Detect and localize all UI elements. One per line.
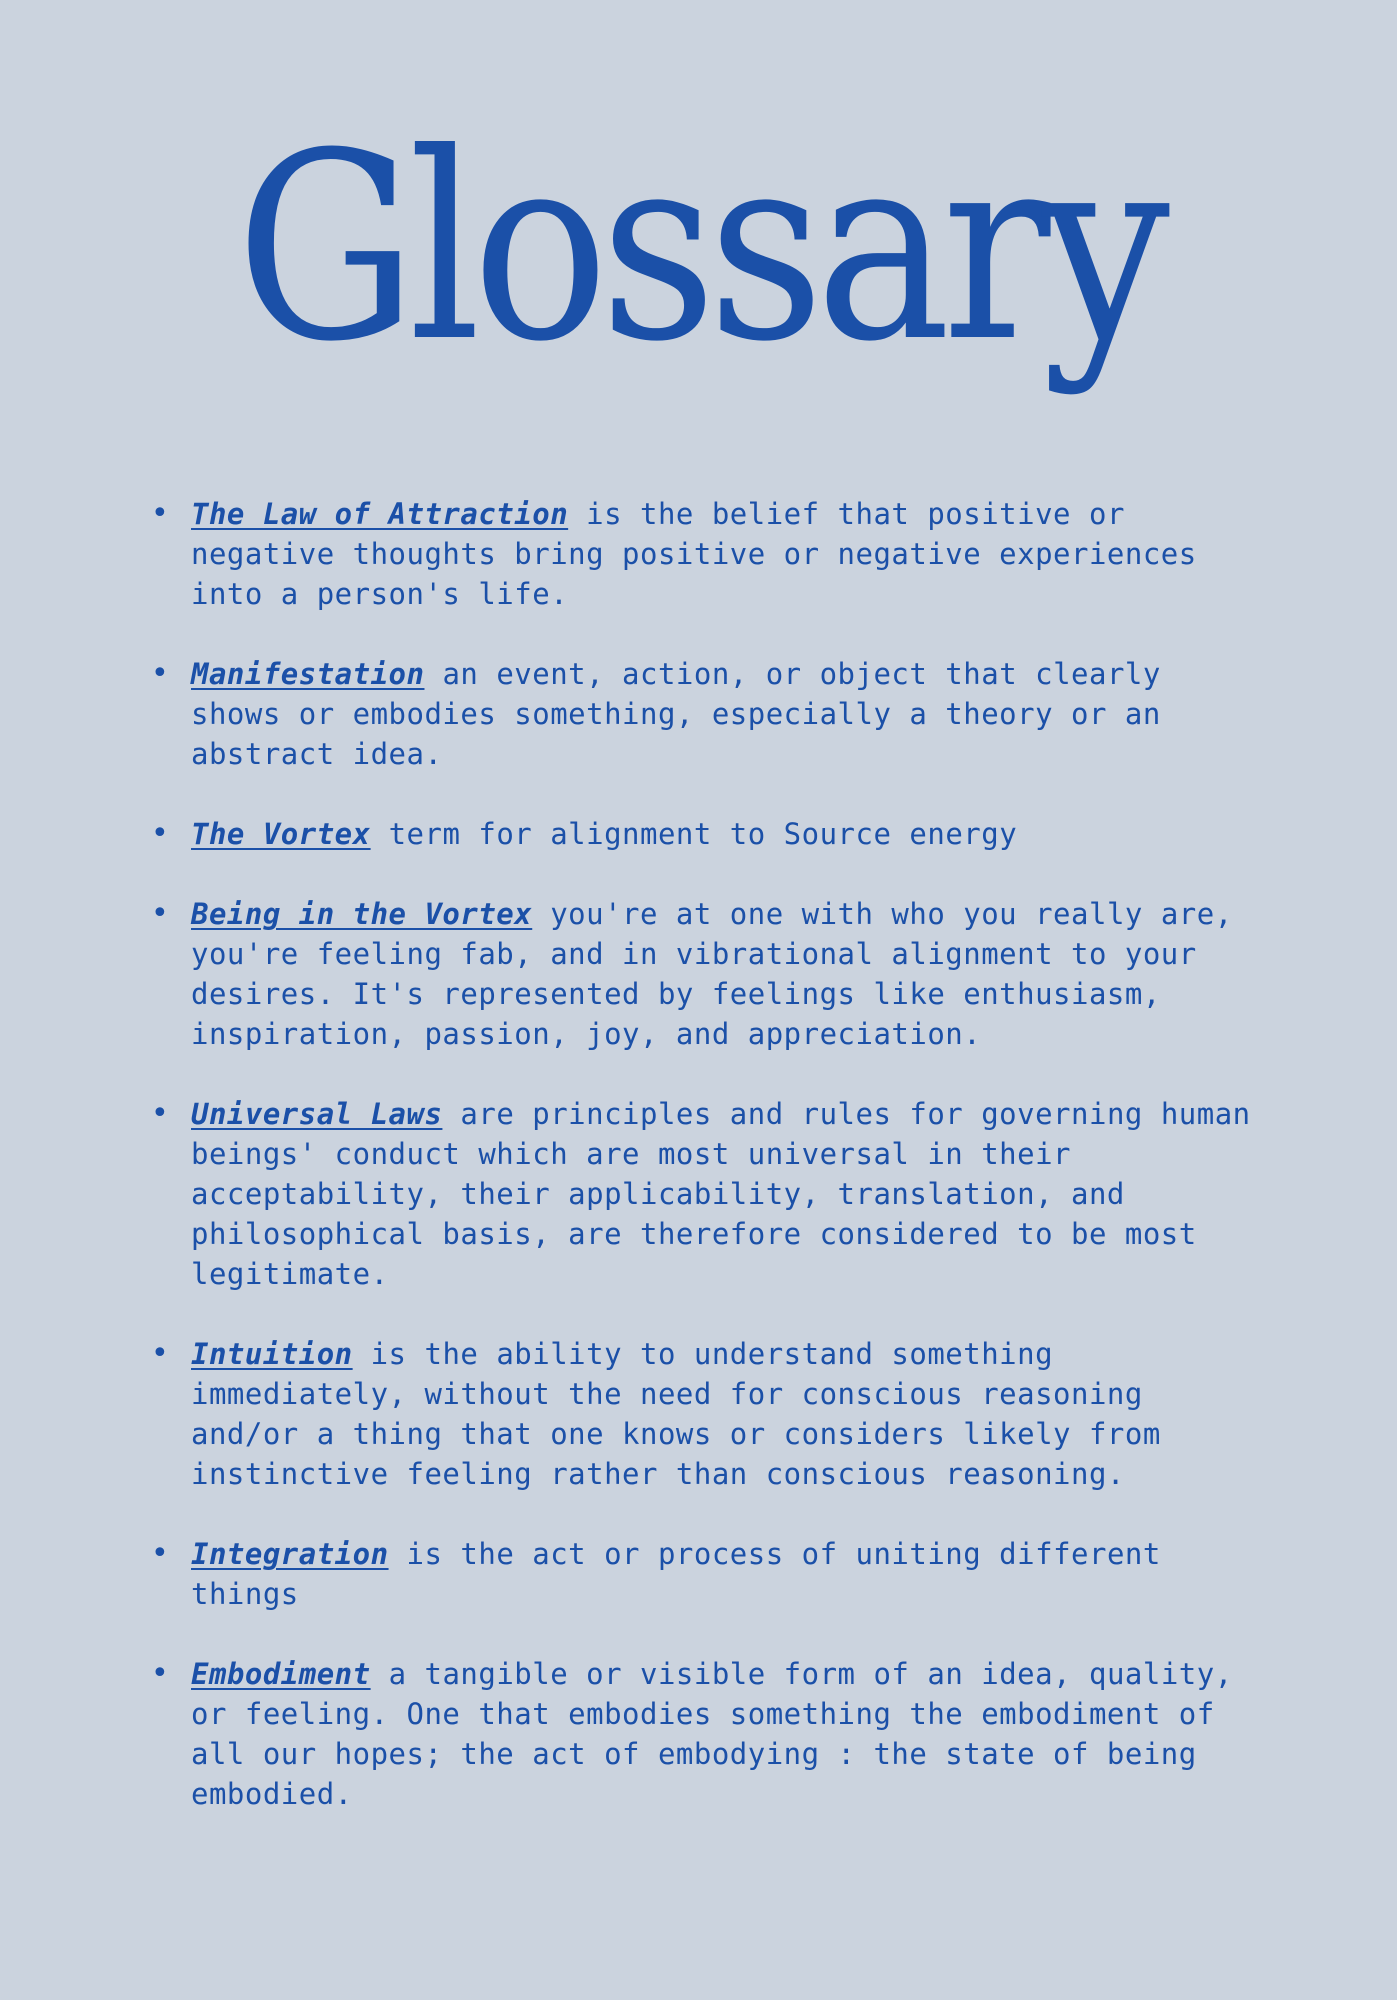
glossary-term: Universal Laws	[191, 1097, 443, 1131]
glossary-item	[145, 1654, 1255, 1814]
bullet-icon: •	[151, 896, 170, 931]
glossary-item	[145, 494, 1255, 614]
glossary-definition: are principles and rules for governing human beings' conduct which are most universal in their acceptability, their applicability, translation, and philosophical basis, are therefore considered to be most legitimate.	[191, 1097, 1251, 1291]
bullet-icon: •	[151, 1656, 170, 1691]
glossary-item	[145, 654, 1255, 774]
glossary-term: The Law of Attraction	[191, 497, 569, 531]
glossary-definition: is the belief that positive or negative thoughts bring positive or negative experiences into a person's life.	[191, 497, 1197, 611]
glossary-definition: is the act or process of uniting different things	[191, 1537, 1161, 1611]
glossary-term: Integration	[191, 1537, 389, 1571]
bullet-icon: •	[151, 816, 170, 851]
glossary-definition: you're at one with who you really are, you're feeling fab, and in vibrational alignment to your desires. It's represented by feelings like enthusiasm, inspiration, passion, joy, and appreciation.	[191, 897, 1233, 1051]
glossary-list	[145, 494, 1255, 1854]
bullet-icon: •	[151, 1536, 170, 1571]
glossary-term: Intuition	[191, 1337, 353, 1371]
bullet-icon: •	[151, 1096, 170, 1131]
glossary-definition: is the ability to understand something immediately, without the need for conscious reasoning and/or a thing that one knows or considers likely from instinctive feeling rather than conscious reasoning.	[191, 1337, 1161, 1491]
bullet-icon: •	[151, 656, 170, 691]
glossary-item	[145, 1534, 1255, 1614]
bullet-icon: •	[151, 1336, 170, 1371]
glossary-definition: an event, action, or object that clearly shows or embodies something, especially a theory or an abstract idea.	[191, 657, 1161, 771]
page-title: Glossary	[235, 98, 1162, 398]
glossary-definition: term for alignment to Source energy	[370, 817, 1018, 851]
glossary-item	[145, 894, 1255, 1054]
bullet-icon: •	[151, 496, 170, 531]
glossary-term: Embodiment	[191, 1657, 371, 1691]
glossary-item	[145, 1094, 1255, 1294]
glossary-term: The Vortex	[191, 817, 371, 851]
glossary-term: Being in the Vortex	[191, 897, 533, 931]
glossary-item	[145, 1334, 1255, 1494]
glossary-definition: a tangible or visible form of an idea, quality, or feeling. One that embodies something the embodiment of all our hopes; the act of embodying : the state of being embodied.	[191, 1657, 1233, 1811]
glossary-term: Manifestation	[191, 657, 425, 691]
glossary-item	[145, 814, 1255, 854]
